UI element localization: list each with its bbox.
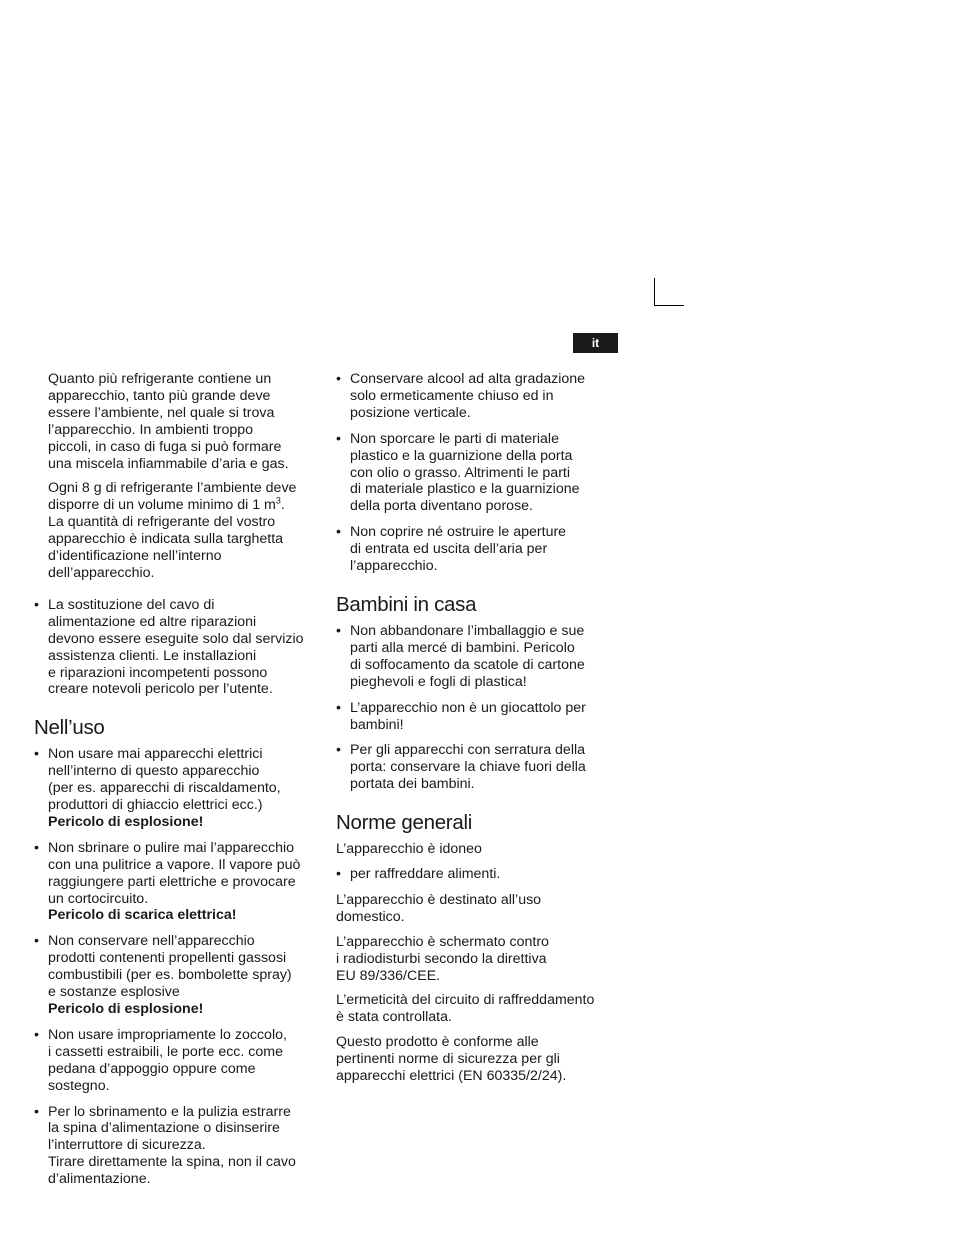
language-badge: it: [573, 333, 618, 353]
general-bullet-cooling: • per raffreddare alimenti.: [336, 866, 621, 883]
left-column: [34, 371, 319, 1197]
alcohol-bullet: • Conservare alcool ad alta gradazione solo ermeticamente chiuso ed in posizione verticale.: [336, 371, 621, 422]
general-intro: L’apparecchio è idoneo: [336, 841, 482, 858]
vents-bullet: • Non coprire né ostruire le aperture di entrata ed uscita dell’aria per l’apparecchio.: [336, 524, 621, 575]
use-bullet-defrost: • Per lo sbrinamento e la pulizia estrarre la spina d’alimentazione o disinserire l’interruttore di sicurezza. Tirare direttamente la spina, non il cavo d’alimentazione.: [34, 1104, 319, 1189]
use-bullet-propellants: • Non conservare nell’apparecchio prodotti contenenti propellenti gassosi combustibili (per es. bombolette spray) e sostanze esplosive Pericolo di esplosione!: [34, 933, 319, 1018]
warning-text: Pericolo di esplosione!: [48, 813, 204, 830]
children-bullet-toy: • L’apparecchio non è un giocattolo per bambini!: [336, 700, 621, 734]
right-column: [336, 371, 621, 1093]
children-bullet-packaging: • Non abbandonare l’imballaggio e sue parti alla mercé di bambini. Pericolo di soffocamento da scatole di cartone pieghevoli e fogli di plastica!: [336, 623, 621, 691]
general-radio: L’apparecchio è schermato contro i radiodisturbi secondo la direttiva EU 89/336/CEE.: [336, 933, 549, 984]
heading-in-use: Nell’uso: [34, 716, 105, 740]
plastic-bullet: • Non sporcare le parti di materiale plastico e la guarnizione della porta con olio o grasso. Altrimenti le parti di materiale plastico e la guarnizione della porta diventano porose.: [336, 431, 621, 516]
refrigerant-room-paragraph: Quanto più refrigerante contiene un apparecchio, tanto più grande deve essere l’ambiente, nel quale si trova l’apparecchio. In ambienti troppo piccoli, in caso di fuga si può formare una miscela infiammabile d’aria e gas.: [48, 371, 289, 472]
refrigerant-volume-paragraph: Ogni 8 g di refrigerante l’ambiente deve disporre di un volume minimo di 1 $m^3$. La quantità di refrigerante del vostro apparecchio è indicata sulla targhetta d’identificazione nell’interno dell’apparecchio.: [48, 480, 297, 581]
use-bullet-electric: • Non usare mai apparecchi elettrici nell’interno di questo apparecchio (per es. apparecchi di riscaldamento, produttori di ghiaccio elettrici ecc.) Pericolo di esplosione!: [34, 746, 319, 831]
service-bullet: • La sostituzione del cavo di alimentazione ed altre riparazioni devono essere eseguite solo dal servizio assistenza clienti. Le installazioni e riparazioni incompetenti possono creare notevoli pericolo per l’utente.: [34, 597, 319, 698]
use-bullet-misuse: • Non usare impropriamente lo zoccolo, i cassetti estraibili, le porte ecc. come pedana d’appoggio oppure come sostegno.: [34, 1027, 319, 1095]
heading-children: Bambini in casa: [336, 592, 477, 616]
heading-general: Norme generali: [336, 811, 472, 835]
use-bullet-steam: • Non sbrinare o pulire mai l’apparecchio con una pulitrice a vapore. Il vapore può raggiungere parti elettriche e provocare un cortocircuito. Pericolo di scarica elettrica!: [34, 840, 319, 925]
crop-mark: [654, 278, 684, 306]
children-bullet-lock: • Per gli apparecchi con serratura della porta: conservare la chiave fuori della portata dei bambini.: [336, 742, 621, 793]
general-domestic: L’apparecchio è destinato all’uso domestico.: [336, 891, 542, 925]
general-circuit: L’ermeticità del circuito di raffreddamento è stata controllata.: [336, 992, 595, 1026]
warning-text: Pericolo di esplosione!: [48, 1001, 204, 1017]
warning-text: Pericolo di scarica elettrica!: [48, 907, 237, 924]
general-conformity: Questo prodotto è conforme alle pertinenti norme di sicurezza per gli apparecchi elettrici (EN 60335/2/24).: [336, 1034, 567, 1085]
